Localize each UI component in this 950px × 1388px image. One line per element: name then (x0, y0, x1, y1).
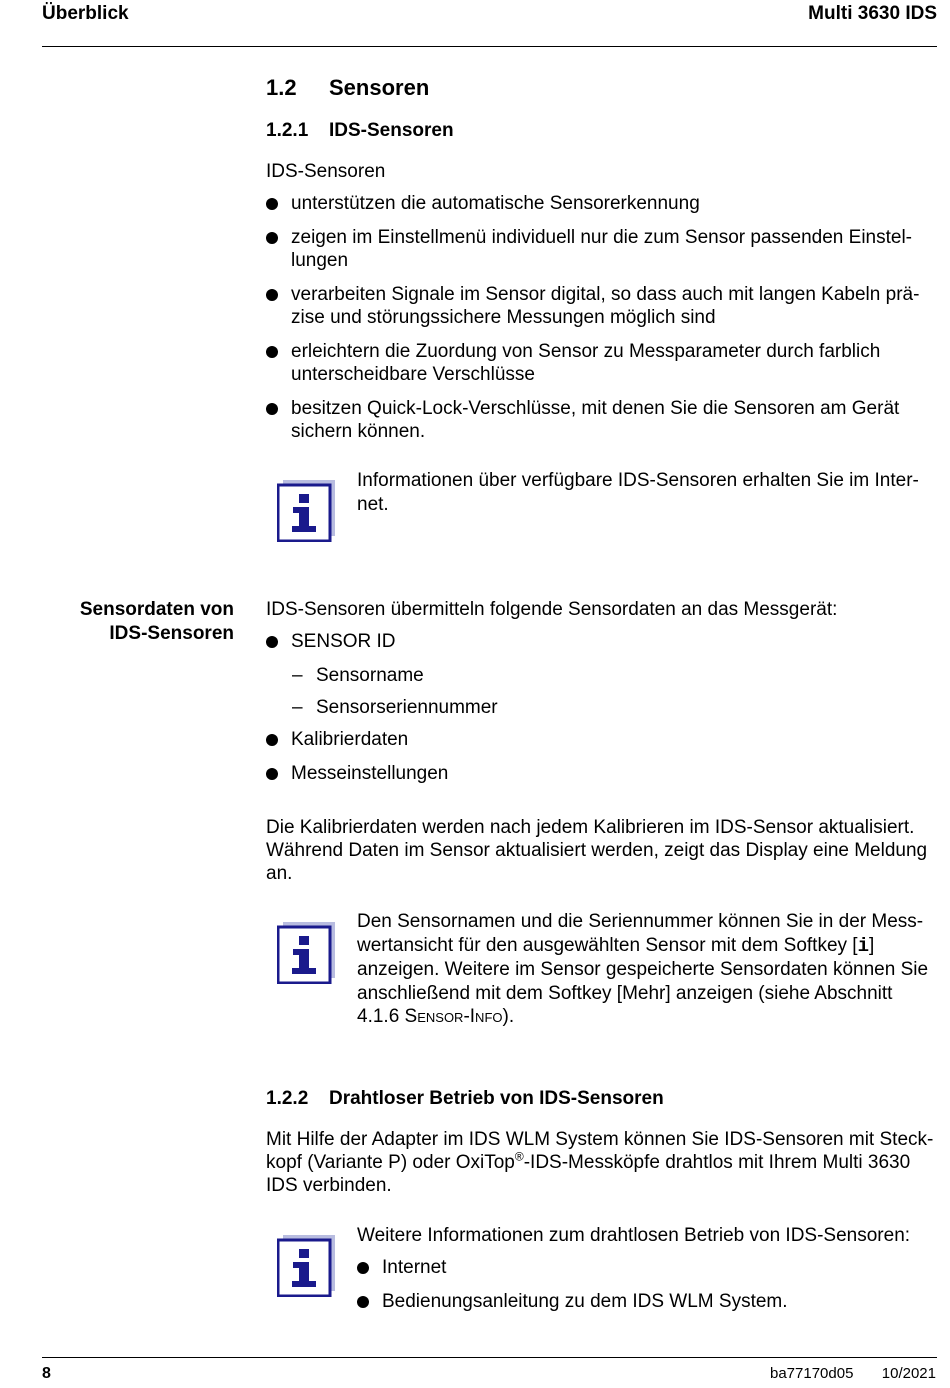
info-note: Den Sensornamen und die Seriennummer können Sie in der Mess-wertansicht für den ausgewählten Sensor mit dem Softkey [i] anzeigen. Weitere im Sensor gespeicherte Sensordaten können Sie anschließend mit dem Softkey [Mehr] anzeigen (siehe Abschnitt 4.1.6 Sensor-Info). (357, 911, 929, 1027)
subsection-title: IDS-Sensoren (329, 120, 454, 141)
bullet-dot (266, 346, 278, 358)
document-id: ba77170d05 (770, 1365, 854, 1382)
document-date: 10/2021 (881, 1365, 936, 1382)
subsection-title: Drahtloser Betrieb von IDS-Sensoren (329, 1088, 664, 1109)
bullet-dot (357, 1262, 369, 1274)
softkey-i: i (857, 934, 869, 957)
wireless-paragraph: Mit Hilfe der Adapter im IDS WLM System können Sie IDS-Sensoren mit Steck-kopf (Variante P) oder OxiTop®-IDS-Messköpfe drahtlos mit Ihrem Multi 3630 IDS verbinden. (266, 1129, 934, 1196)
info-note: Informationen über verfügbare IDS-Sensoren erhalten Sie im Inter-net. (357, 470, 919, 515)
intro-text: IDS-Sensoren (266, 161, 386, 182)
subsection-number: 1.2.1 (266, 120, 309, 141)
page-header (42, 0, 937, 47)
sensordata-intro: IDS-Sensoren übermitteln folgende Sensordaten an das Messgerät: (266, 599, 838, 620)
bullet-dot (266, 232, 278, 244)
bullet-dot (266, 198, 278, 210)
section-reference: Sensor-Info (404, 1006, 503, 1027)
info-note: Weitere Informationen zum drahtlosen Betrieb von IDS-Sensoren: (357, 1225, 911, 1246)
calibration-paragraph: Die Kalibrierdaten werden nach jedem Kalibrieren im IDS-Sensor aktualisiert. Während Daten im Sensor aktualisiert werden, zeigt das Display eine Meldung an. (266, 817, 928, 884)
header-product: Multi 3630 IDS (808, 3, 937, 24)
bullet-dot (266, 403, 278, 415)
info-icon (277, 480, 335, 542)
section-title: Sensoren (329, 75, 430, 100)
bullet-dot (266, 636, 278, 648)
header-chapter: Überblick (42, 3, 129, 24)
info-icon (277, 1235, 335, 1297)
subsection-number: 1.2.2 (266, 1088, 309, 1109)
section-number: 1.2 (266, 75, 297, 100)
bullet-dot (357, 1296, 369, 1308)
bullet-dot (266, 734, 278, 746)
side-label: Sensordaten von IDS-Sensoren (79, 599, 234, 644)
bullet-dot (266, 289, 278, 301)
info-icon (277, 922, 335, 984)
page-number: 8 (42, 1365, 51, 1382)
bullet-dot (266, 768, 278, 780)
footer-rule (42, 1357, 937, 1358)
